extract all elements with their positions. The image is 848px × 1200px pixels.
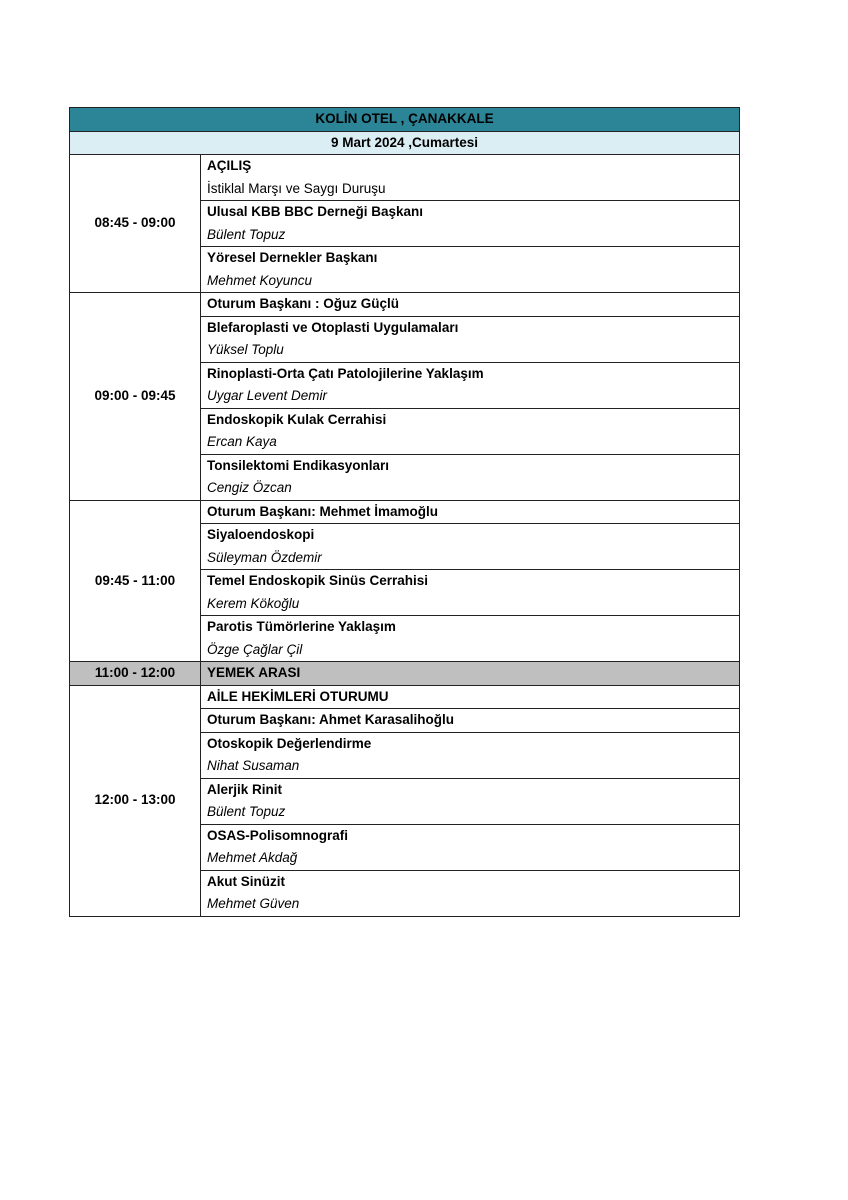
- session-heading: AİLE HEKİMLERİ OTURUMU: [201, 685, 740, 709]
- session-time: 12:00 - 13:00: [70, 685, 201, 916]
- item-speaker: Ercan Kaya: [201, 431, 740, 454]
- item-title: AÇILIŞ: [201, 155, 740, 178]
- session-time: 08:45 - 09:00: [70, 155, 201, 293]
- item-title: Temel Endoskopik Sinüs Cerrahisi: [201, 570, 740, 593]
- item-title: OSAS-Polisomnografi: [201, 824, 740, 847]
- venue-row: [70, 108, 740, 132]
- item-title: Endoskopik Kulak Cerrahisi: [201, 408, 740, 431]
- session-chair: Oturum Başkanı : Oğuz Güçlü: [201, 293, 740, 317]
- item-title: Tonsilektomi Endikasyonları: [201, 454, 740, 477]
- session-row: [70, 293, 740, 317]
- item-speaker: Bülent Topuz: [201, 801, 740, 824]
- item-title: Akut Sinüzit: [201, 870, 740, 893]
- session-chair: Oturum Başkanı: Ahmet Karasalihoğlu: [201, 709, 740, 733]
- item-title: Siyaloendoskopi: [201, 524, 740, 547]
- item-title: Yöresel Dernekler Başkanı: [201, 247, 740, 270]
- item-speaker: Cengiz Özcan: [201, 477, 740, 500]
- item-title: Rinoplasti-Orta Çatı Patolojilerine Yaklaşım: [201, 362, 740, 385]
- item-speaker: Kerem Kökoğlu: [201, 593, 740, 616]
- item-speaker: Uygar Levent Demir: [201, 385, 740, 408]
- session-time: 09:45 - 11:00: [70, 500, 201, 662]
- event-date: 9 Mart 2024 ,Cumartesi: [70, 131, 740, 155]
- item-speaker: Bülent Topuz: [201, 224, 740, 247]
- item-speaker: Yüksel Toplu: [201, 339, 740, 362]
- item-title: Ulusal KBB BBC Derneği Başkanı: [201, 201, 740, 224]
- session-time: 09:00 - 09:45: [70, 293, 201, 501]
- item-speaker: Özge Çağlar Çil: [201, 639, 740, 662]
- session-row: [70, 155, 740, 178]
- item-speaker: Süleyman Özdemir: [201, 547, 740, 570]
- item-speaker: Mehmet Akdağ: [201, 847, 740, 870]
- date-row: [70, 131, 740, 155]
- item-title: Otoskopik Değerlendirme: [201, 732, 740, 755]
- item-subtitle: İstiklal Marşı ve Saygı Duruşu: [201, 178, 740, 201]
- item-title: Blefaroplasti ve Otoplasti Uygulamaları: [201, 316, 740, 339]
- program-table: [69, 107, 740, 917]
- venue-title: KOLİN OTEL , ÇANAKKALE: [70, 108, 740, 132]
- item-speaker: Nihat Susaman: [201, 755, 740, 778]
- item-title: Alerjik Rinit: [201, 778, 740, 801]
- lunch-row: [70, 662, 740, 686]
- item-speaker: Mehmet Koyuncu: [201, 270, 740, 293]
- lunch-label: YEMEK ARASI: [201, 662, 740, 686]
- item-speaker: Mehmet Güven: [201, 893, 740, 916]
- session-time: 11:00 - 12:00: [70, 662, 201, 686]
- session-row: [70, 500, 740, 524]
- session-chair: Oturum Başkanı: Mehmet İmamoğlu: [201, 500, 740, 524]
- item-title: Parotis Tümörlerine Yaklaşım: [201, 616, 740, 639]
- session-row: [70, 685, 740, 709]
